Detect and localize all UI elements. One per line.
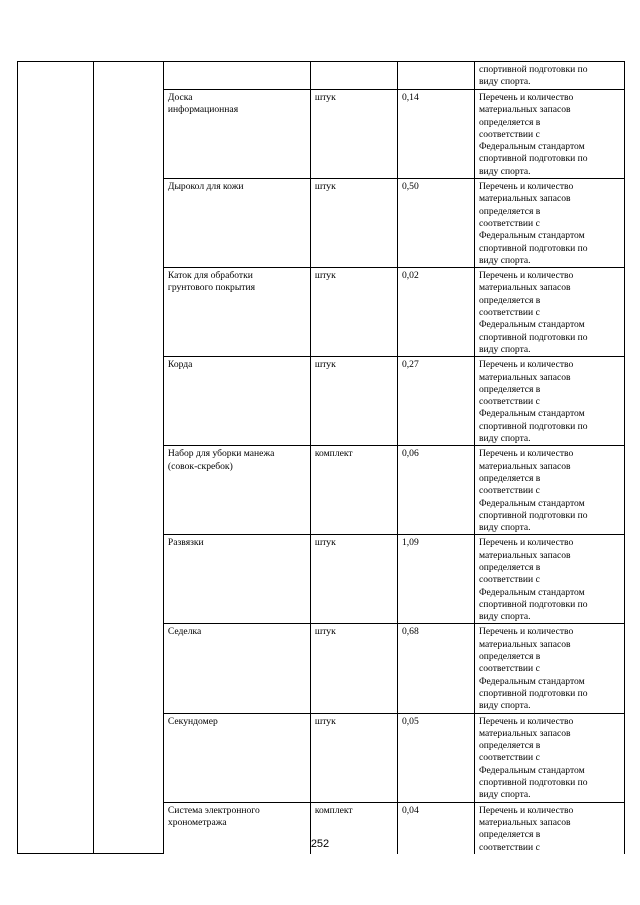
item-name-cell (163, 535, 310, 624)
quantity-text: 1,09 (401, 537, 419, 549)
item-name-text: Развязки (167, 537, 204, 549)
item-name-cell (163, 713, 310, 802)
note-cell (474, 446, 624, 535)
page-number: 252 (310, 838, 330, 850)
unit-cell (310, 179, 397, 268)
unit-cell (310, 446, 397, 535)
note-cell (474, 713, 624, 802)
note-text: Перечень и количество материальных запасов определяется в соответствии с Федеральным стандартом спортивной подготовки по виду спорта. (478, 270, 588, 355)
note-text: Перечень и количество материальных запасов определяется в соответствии с Федеральным стандартом спортивной подготовки по виду спорта. (478, 448, 588, 534)
item-name-cell (163, 90, 310, 179)
quantity-cell (397, 268, 474, 357)
quantity-text: 0,06 (401, 448, 419, 460)
item-name-cell (163, 624, 310, 713)
item-name-text: Седелка (167, 626, 202, 638)
item-name-cell (163, 268, 310, 357)
unit-text: комплект (314, 448, 353, 460)
item-name-text: Секундомер (167, 715, 218, 727)
unit-text: штук (314, 181, 336, 193)
unit-text: штук (314, 92, 336, 103)
quantity-text: 0,02 (401, 270, 419, 282)
note-text: Перечень и количество материальных запасов определяется в соответствии с Федеральным стандартом спортивной подготовки по виду спорта. (478, 359, 588, 445)
item-name-text: Каток для обработки грунтового покрытия (167, 270, 256, 294)
item-name-text: Доска информационная (167, 92, 239, 116)
quantity-cell (397, 624, 474, 713)
quantity-text: 0,27 (401, 359, 419, 371)
quantity-cell (397, 179, 474, 268)
note-text: Перечень и количество материальных запасов определяется в соответствии с Федеральным стандартом спортивной подготовки по виду спорта. (478, 181, 588, 266)
item-name-cell (163, 62, 310, 90)
unit-text: штук (314, 270, 336, 282)
note-cell (474, 357, 624, 446)
quantity-cell (397, 357, 474, 446)
merged-cell-col2 (94, 62, 164, 854)
unit-cell (310, 713, 397, 802)
unit-text: штук (314, 626, 336, 638)
item-name-text: Набор для уборки манежа (совок-скребок) (167, 448, 275, 472)
unit-text: комплект (314, 804, 353, 816)
quantity-text: 0,50 (401, 181, 419, 193)
table-row-continued (18, 62, 625, 90)
item-name-cell (163, 446, 310, 535)
quantity-cell (397, 446, 474, 535)
unit-text: штук (314, 359, 336, 371)
item-name-cell (163, 357, 310, 446)
note-text: Перечень и количество материальных запасов определяется в соответствии с Федеральным стандартом спортивной подготовки по виду спорта. (478, 537, 588, 623)
note-cell (474, 62, 624, 90)
quantity-text: 0,14 (401, 92, 419, 103)
note-text: Перечень и количество материальных запасов определяется в соответствии с Федеральным стандартом спортивной подготовки по виду спорта. (478, 92, 588, 177)
quantity-cell (397, 90, 474, 179)
merged-cell-col1 (18, 62, 94, 854)
item-name-text: Система электронного хронометража (167, 804, 260, 828)
note-cell (474, 535, 624, 624)
note-cell (474, 90, 624, 179)
quantity-cell (397, 713, 474, 802)
unit-cell (310, 535, 397, 624)
item-name-text: Корда (167, 359, 193, 371)
note-text: Перечень и количество материальных запасов определяется в соответствии с Федеральным стандартом спортивной подготовки по виду спорта. (478, 715, 588, 801)
note-text: Перечень и количество материальных запасов определяется в соответствии с Федеральным стандартом спортивной подготовки по виду спорта. (478, 626, 588, 712)
unit-cell (310, 624, 397, 713)
quantity-text: 0,68 (401, 626, 419, 638)
note-cell (474, 179, 624, 268)
unit-cell (310, 357, 397, 446)
item-name-text: Дырокол для кожи (167, 181, 244, 193)
quantity-cell (397, 62, 474, 90)
unit-text: штук (314, 715, 336, 727)
unit-cell (310, 62, 397, 90)
note-text: спортивной подготовки по виду спорта. (478, 64, 588, 88)
item-name-cell (163, 179, 310, 268)
quantity-text: 0,04 (401, 804, 419, 816)
note-cell (474, 624, 624, 713)
unit-cell (310, 90, 397, 179)
quantity-cell (397, 535, 474, 624)
note-cell (474, 268, 624, 357)
quantity-text: 0,05 (401, 715, 419, 727)
unit-cell (310, 268, 397, 357)
unit-text: штук (314, 537, 336, 549)
note-text: Перечень и количество материальных запасов определяется в соответствии с (478, 804, 574, 853)
materials-table (17, 61, 625, 854)
